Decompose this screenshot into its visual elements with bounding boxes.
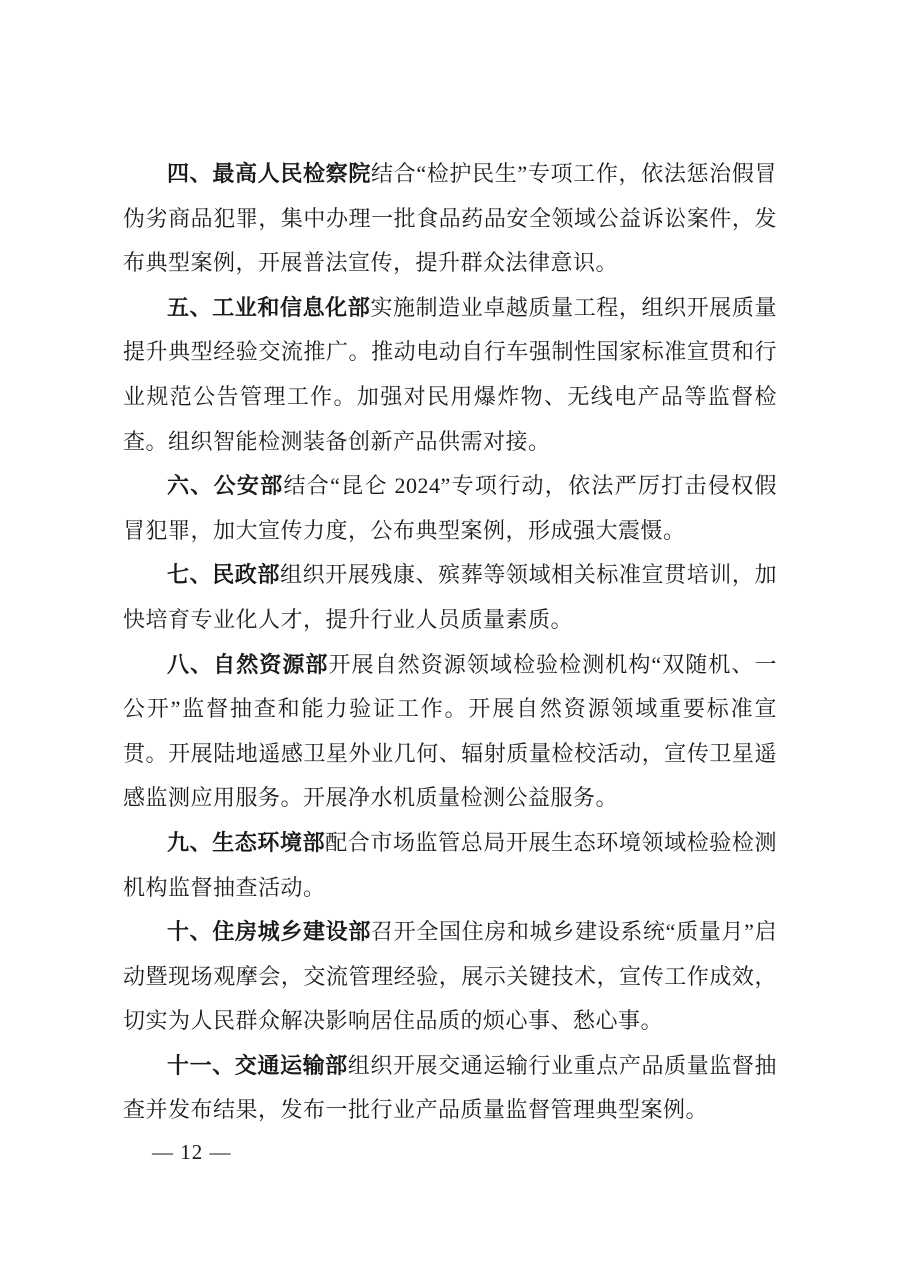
paragraph-10 [123, 910, 777, 1044]
paragraph-6 [123, 464, 777, 553]
paragraph-10-lead: 十、住房城乡建设部 [167, 919, 371, 945]
paragraph-5-body: 实施制造业卓越质量工程，组织开展质量提升典型经验交流推广。推动电动自行车强制性国家标准宣贯和行业规范公告管理工作。加强对民用爆炸物、无线电产品等监督检查。组织智能检测装备创新产品供需对接。 [123, 294, 777, 454]
paragraph-8-body: 开展自然资源领域检验检测机构“双随机、一公开”监督抽查和能力验证工作。开展自然资源领域重要标准宣贯。开展陆地遥感卫星外业几何、辐射质量检校活动，宣传卫星遥感监测应用服务。开展净水机质量检测公益服务。 [123, 651, 777, 811]
paragraph-8-lead: 八、自然资源部 [167, 651, 329, 677]
paragraph-9-body: 配合市场监管总局开展生态环境领域检验检测机构监督抽查活动。 [123, 829, 777, 900]
paragraph-8 [123, 643, 777, 821]
paragraph-11-body: 组织开展交通运输行业重点产品质量监督抽查并发布结果，发布一批行业产品质量监督管理典型案例。 [123, 1052, 777, 1123]
paragraph-6-lead: 六、公安部 [167, 473, 284, 499]
paragraph-5 [123, 286, 777, 464]
paragraph-4 [123, 152, 777, 286]
paragraph-5-lead: 五、工业和信息化部 [167, 294, 371, 320]
paragraph-7-body: 组织开展残康、殡葬等领域相关标准宣贯培训，加快培育专业化人才，提升行业人员质量素质。 [123, 562, 777, 632]
paragraph-4-body: 结合“检护民生”专项工作，依法惩治假冒伪劣商品犯罪，集中办理一批食品药品安全领域公益诉讼案件，发布典型案例，开展普法宣传，提升群众法律意识。 [123, 161, 777, 276]
page-number: — 12 — [152, 1140, 232, 1164]
paragraph-9 [123, 821, 777, 910]
paragraph-6-body: 结合“昆仑 2024”专项行动，依法严厉打击侵权假冒犯罪，加大宣传力度，公布典型案例，形成强大震慑。 [123, 473, 777, 543]
document-body [123, 152, 777, 1133]
paragraph-11-lead: 十一、交通运输部 [167, 1052, 348, 1078]
paragraph-10-body: 召开全国住房和城乡建设系统“质量月”启动暨现场观摩会，交流管理经验，展示关键技术，宣传工作成效，切实为人民群众解决影响居住品质的烦心事、愁心事。 [123, 919, 777, 1034]
paragraph-7-lead: 七、民政部 [167, 562, 280, 588]
paragraph-9-lead: 九、生态环境部 [167, 829, 326, 855]
paragraph-7 [123, 553, 777, 642]
paragraph-11 [123, 1044, 777, 1133]
paragraph-4-lead: 四、最高人民检察院 [167, 161, 371, 186]
